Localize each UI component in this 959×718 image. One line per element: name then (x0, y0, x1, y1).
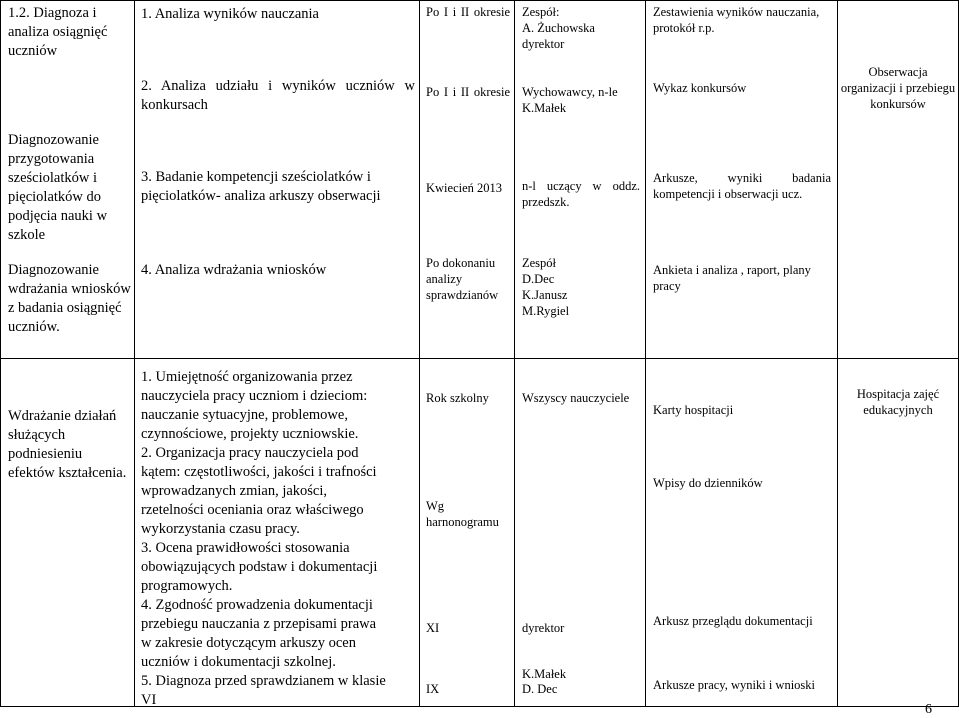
evidence-item: Arkusz przeglądu dokumentacji (653, 614, 813, 628)
column-divider (0, 0, 1, 707)
area-cell (8, 131, 132, 245)
task-cell (141, 368, 417, 710)
evidence-cell (653, 170, 831, 202)
when-cell (426, 255, 510, 303)
area-cell (8, 4, 132, 61)
when-cell (426, 84, 510, 100)
who-cell (522, 84, 642, 116)
task-line: 2. Organizacja pracy nauczyciela pod (141, 445, 359, 461)
who-line: K.Małek (522, 667, 567, 681)
task-line: rzetelności oceniania oraz właściwego (141, 502, 364, 518)
who-line: A. Żuchowska (522, 21, 595, 35)
evidence-item: Wpisy do dzienników (653, 476, 763, 490)
task-line: 5. Diagnoza przed sprawdzianem w klasie (141, 673, 386, 689)
when-text: Po I i II okresie (426, 85, 510, 99)
evidence-text: Zestawienia wyników nauczania, protokół r.p. (653, 5, 820, 35)
monitoring-text: Hospitacja zajęć edukacyjnych (856, 387, 940, 417)
who-cell (522, 4, 642, 52)
evidence-item: Arkusze pracy, wyniki i wnioski (653, 678, 816, 692)
task-line: nauczyciela pracy uczniom i dzieciom: (141, 388, 368, 404)
evidence-text: Wykaz konkursów (653, 81, 747, 95)
when-text: Po I i II okresie (426, 5, 510, 19)
monitoring-text: Obserwacja organizacji i przebiegu konkursów (840, 65, 956, 111)
task-line: w zakresie dotyczącym arkuszy ocen (141, 635, 356, 651)
task-line: 1. Umiejętność organizowania przez (141, 369, 353, 385)
evidence-item: Karty hospitacji (653, 403, 734, 417)
who-line: Zespół (522, 256, 557, 270)
evidence-cell (653, 262, 833, 294)
who-line: M.Rygiel (522, 304, 570, 318)
evidence-text: Arkusze, wyniki badania kompetencji i obserwacji ucz. (653, 171, 831, 201)
area-cell (8, 261, 132, 337)
column-divider (837, 0, 838, 707)
area-name: Wdrażanie działań służących podniesieniu efektów kształcenia. (8, 408, 127, 481)
area-cell (8, 407, 132, 483)
task-cell (141, 77, 415, 115)
task-cell (141, 261, 415, 280)
column-divider (645, 0, 646, 707)
task-line: programowych. (141, 578, 233, 594)
task-cell (141, 168, 415, 206)
who-line: D. Dec (522, 682, 558, 696)
monitoring-cell (840, 386, 956, 418)
monitoring-cell (840, 64, 956, 112)
task-text: 3. Badanie kompetencji sześciolatków i pięciolatków- analiza arkuszy obserwacji (141, 169, 381, 204)
task-line: wprowadzanych zmian, jakości, (141, 483, 328, 499)
task-line: kątem: częstotliwości, jakości i trafności (141, 464, 377, 480)
task-line: uczniów i dokumentacji szkolnej. (141, 654, 336, 670)
task-line: czynnościowe, projekty uczniowskie. (141, 426, 359, 442)
page-number: 6 (925, 702, 932, 717)
area-name: Diagnozowanie przygotowania sześciolatków i pięciolatków do podjęcia nauki w szkole (8, 132, 108, 243)
task-cell (141, 5, 416, 24)
when-text: Wg harnonogramu (426, 499, 499, 529)
task-line: 4. Zgodność prowadzenia dokumentacji (141, 597, 373, 613)
column-divider (514, 0, 515, 707)
task-text: 4. Analiza wdrażania wniosków (141, 262, 327, 278)
column-divider (134, 0, 135, 707)
who-line: K.Janusz (522, 288, 568, 302)
when-text: Po dokonaniu analizy sprawdzianów (426, 256, 499, 302)
evidence-text: Ankieta i analiza , raport, plany pracy (653, 263, 811, 293)
task-text: 2. Analiza udziału i wyników uczniów w konkursach (141, 78, 415, 113)
who-line: D.Dec (522, 272, 555, 286)
who-line: n-l uczący w oddz. przedszk. (522, 179, 640, 209)
who-line: Wychowawcy, n-le (522, 85, 618, 99)
who-line: dyrektor (522, 621, 565, 635)
task-line: przebiegu nauczania z przepisami prawa (141, 616, 377, 632)
column-divider (419, 0, 420, 707)
row-separator (0, 358, 959, 359)
when-cell (426, 4, 510, 20)
when-text: Kwiecień 2013 (426, 181, 503, 195)
task-line: wykorzystania czasu pracy. (141, 521, 300, 537)
when-cell (426, 180, 514, 196)
who-cell (522, 178, 640, 210)
who-line: dyrektor (522, 37, 565, 51)
when-text: Rok szkolny (426, 391, 489, 405)
task-text: 1. Analiza wyników nauczania (141, 6, 319, 22)
who-line: Zespół: (522, 5, 560, 19)
when-text: IX (426, 682, 440, 696)
task-line: 3. Ocena prawidłowości stosowania (141, 540, 350, 556)
when-text: XI (426, 621, 440, 635)
task-line: VI (141, 692, 157, 708)
evidence-cell (653, 4, 833, 36)
area-name: Diagnozowanie wdrażania wniosków z badania osiągnięć uczniów. (8, 262, 131, 335)
area-name: 1.2. Diagnoza i analiza osiągnięć uczniów (8, 5, 108, 59)
task-line: nauczanie sytuacyjne, problemowe, (141, 407, 348, 423)
table-border-top (0, 0, 959, 1)
who-line: K.Małek (522, 101, 567, 115)
evidence-cell (653, 80, 833, 96)
who-line: Wszyscy nauczyciele (522, 391, 630, 405)
task-line: obowiązujących podstaw i dokumentacji (141, 559, 378, 575)
who-cell (522, 255, 642, 319)
